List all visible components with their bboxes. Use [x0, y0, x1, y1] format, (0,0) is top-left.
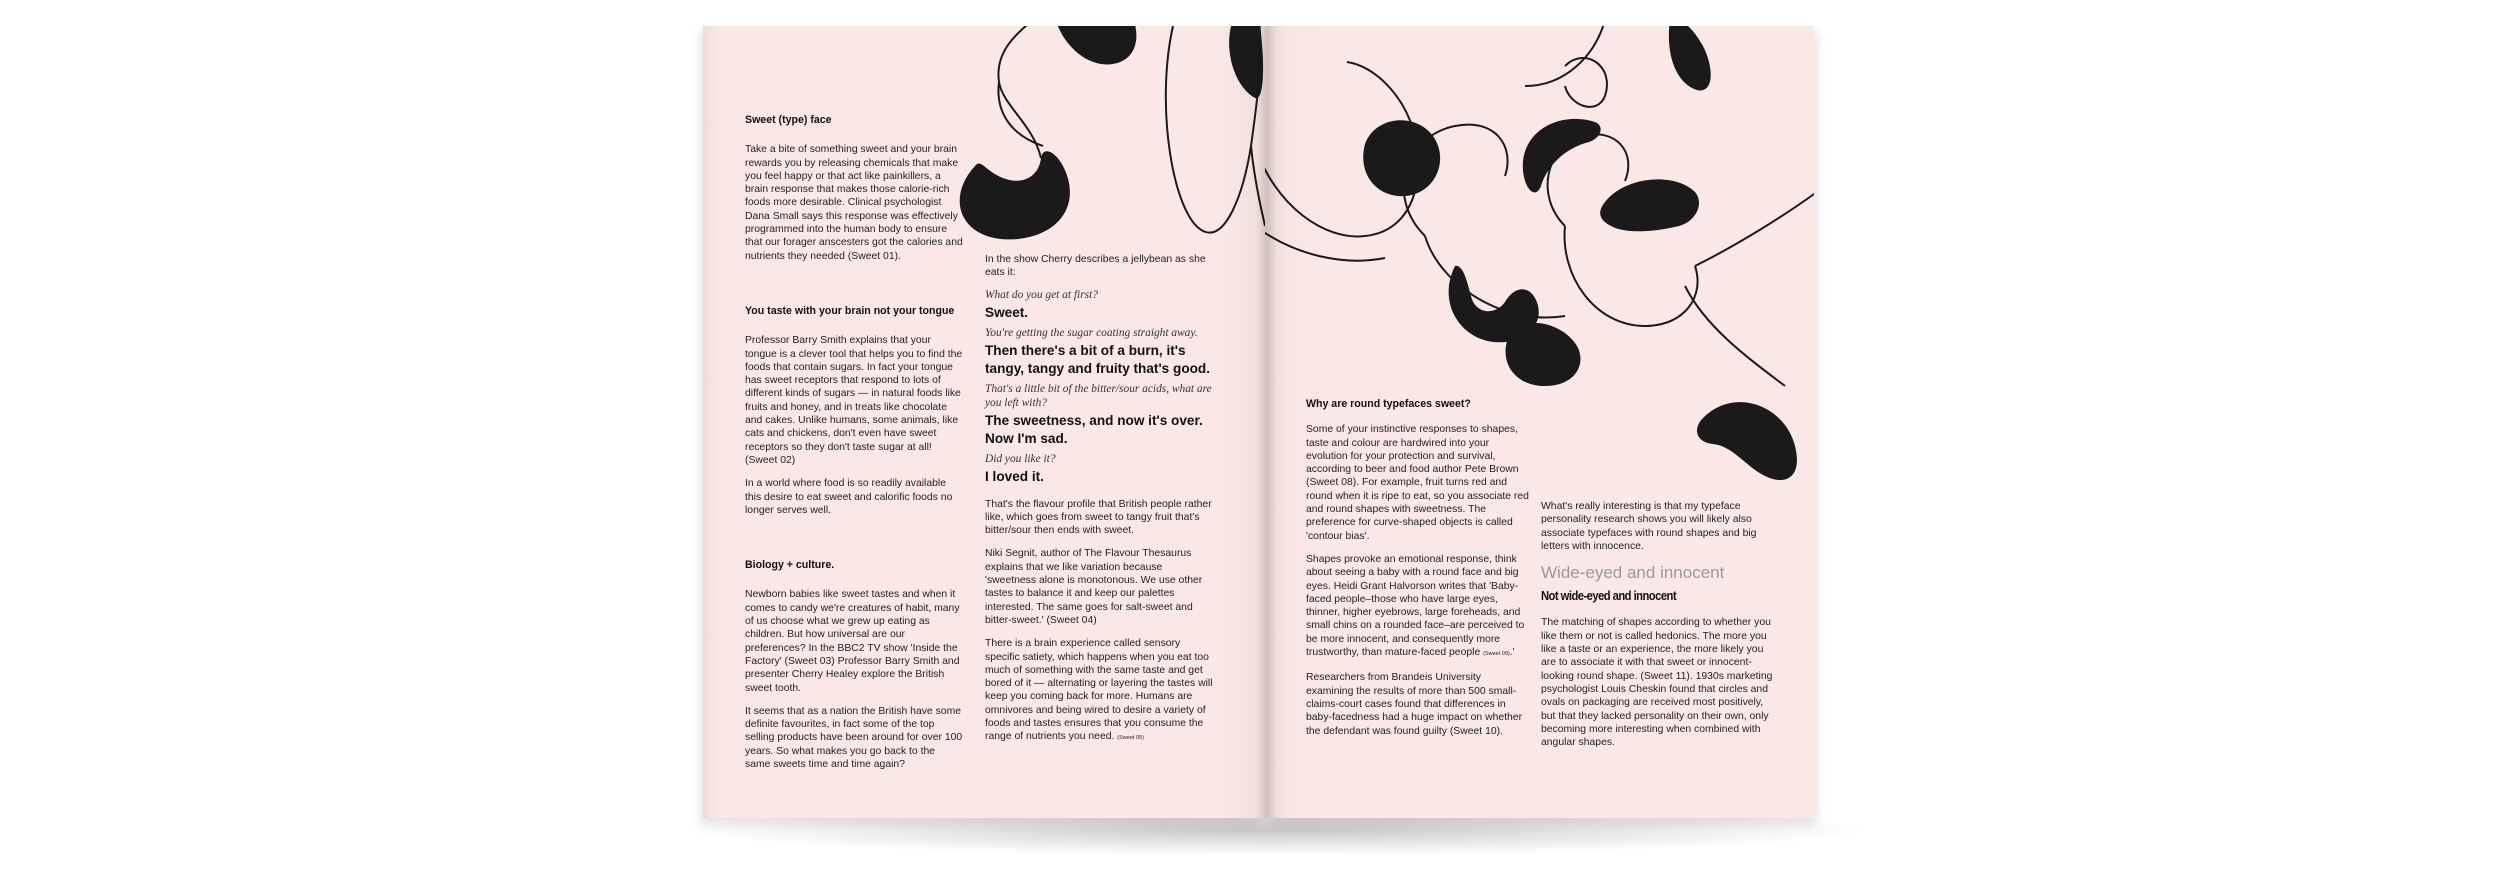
heading-sweet-type-face: Sweet (type) face — [745, 114, 832, 126]
heading-round-typefaces: Why are round typefaces sweet? — [1306, 398, 1471, 410]
interview-question: That's a little bit of the bitter/sour acids, what are you left with? — [985, 382, 1212, 409]
paragraph-end: .' — [1509, 647, 1515, 659]
interview-answer: Then there's a bit of a burn, it's tangy, tangy and fruity that's good. — [985, 342, 1211, 376]
left-page — [703, 26, 1265, 818]
paragraph: Researchers from Brandeis University examining the results of more than 500 small-claims-court cases found that differences in baby-facedness had a huge impact on whether the defendant was found guilty (Sweet 10). — [1306, 672, 1523, 737]
paragraph: Newborn babies like sweet tastes and when it comes to candy we're creatures of habit, many of us choose what we grew up eating as children. But how universal are our preferences? In the BBC2 TV show 'Inside the Factory' (Sweet 03) Professor Barry Smith and presenter Cherry Healey explore the British sweet tooth. — [745, 589, 960, 694]
sample-condensed-typeface: Not wide-eyed and innocent — [1541, 588, 1677, 604]
paragraph: It seems that as a nation the British have some definite favourites, in fact some of the top selling products have been around for over 100 years. So what makes you go back to the same sweets time and time again? — [745, 705, 963, 770]
letter-t-top-drop — [1669, 26, 1711, 90]
paragraph: That's the flavour profile that British people rather like, which goes from sweet to tangy fruit that's bitter/sour then ends with sweet. — [985, 498, 1212, 537]
letter-t-hairline — [1685, 286, 1785, 386]
interview-answer: I loved it. — [985, 468, 1044, 484]
letter-e-bottom-blob — [1506, 323, 1581, 386]
interview-question: What do you get at first? — [985, 288, 1098, 301]
letter-w-hairline — [1265, 226, 1385, 261]
paragraph: In a world where food is so readily available this desire to eat sweet and calorific foods no longer serves well. — [745, 478, 953, 516]
paragraph — [1306, 553, 1530, 661]
sample-round-typeface: Wide-eyed and innocent — [1541, 563, 1725, 583]
paragraph: Professor Barry Smith explains that your tongue is a clever tool that helps you to find the foods that contain sugars. In fact your tongue has sweet receptors that respond to lots of different kinds of sugars — in natural foods like fruits and honey, and in treats like chocolate and cakes. Unlike humans, some animals, like cats and chickens, don't even have sweet receptors so they don't taste sugar at all! (Sweet 02) — [745, 335, 963, 466]
letter-e2-blob — [1523, 119, 1601, 193]
reference-note: (Sweet 09) — [1483, 651, 1510, 658]
letter-e-top-loop — [1525, 26, 1605, 86]
right-page-column-2 — [1541, 500, 1773, 759]
letter-w-drop-blob — [1363, 120, 1440, 196]
paragraph-text: Shapes provoke an emotional response, think about seeing a baby with a round face and big eyes. Heidi Grant Halvorson writes that 'Baby-faced people–those who have large eyes, thinner, higher eyebrows, large foreheads, and small chins on a rounded face–are perceived to be more innocent, and consequently more trustworthy, than mature-faced people — [1306, 553, 1525, 659]
letter-e-small-loop — [1565, 58, 1607, 107]
letter-t-crossbar-blob — [1600, 179, 1699, 231]
paragraph: What's really interesting is that my typeface personality research shows you will likely also associate typefaces with round shapes and big letters with innocence. — [1541, 501, 1757, 552]
paragraph: Take a bite of something sweet and your brain rewards you by releasing chemicals that make you feel happy or that act like painkillers, a brain response that makes those calorie-rich foods more desirable. Clinical psychologist Dana Small says this response was effectively programmed into the human body to ensure that our forager anscesters got the calories and nutrients they needed (Sweet 01). — [745, 144, 963, 262]
letter-s-spine — [998, 26, 1041, 158]
letter-e1-tail — [1425, 236, 1565, 318]
interview-answer: Sweet. — [985, 304, 1029, 320]
interview-question: Did you like it? — [985, 452, 1056, 465]
letter-w-second-stroke — [1251, 146, 1265, 226]
sweet-lettering-art-left — [703, 26, 1265, 818]
interview-question: You're getting the sugar coating straight away. — [985, 326, 1198, 339]
heading-taste-with-brain: You taste with your brain not your tongue — [745, 304, 955, 317]
reference-note: (Sweet 05) — [1117, 735, 1144, 742]
paragraph: Some of your instinctive responses to shapes, taste and colour are hardwired into your evolution for your protection and survival, according to beer and food author Pete Brown (Sweet 08). For example, fruit turns red and round when it is ripe to eat, so you associate red and round shapes with sweetness. The preference for curve-shaped objects is called 'contour bias'. — [1306, 424, 1529, 542]
right-page-column-1 — [1306, 398, 1530, 748]
right-page — [1265, 26, 1814, 818]
letter-t-stem — [1695, 186, 1814, 266]
interview-answer: The sweetness, and now it's over. Now I'm sad. — [985, 412, 1203, 446]
paragraph-text: There is a brain experience called sensory specific satiety, which happens when you eat too much of something with the same taste and get bored of it — alternating or layering the tastes will keep you coming back for more. Humans are omnivores and being wired to desire a variety of foods and tastes ensures that you consume the range of nutrients you need. — [985, 638, 1213, 743]
letter-t-tail-blob — [1697, 402, 1797, 480]
paragraph: The matching of shapes according to whether you like them or not is called hedonics. The more you like a taste or an experience, the more likely you are to associate it with that sweet or innocent-looking round shape. (Sweet 11). 1930s marketing psychologist Louis Cheskin found that circles and ovals on packaging are received most positively, but that they lacked personality on their own, only becoming more interesting when combined with angular shapes. — [1541, 617, 1773, 749]
paragraph: Niki Segnit, author of The Flavour Thesaurus explains that we like variation because 'sweetness alone is monotonous. We use other tastes to balance it and keep our palettes interested. The same goes for salt-sweet and bitter-sweet.' (Sweet 04) — [985, 548, 1203, 626]
letter-e2-tail — [1565, 226, 1698, 326]
letter-s-lower-bowl — [960, 151, 1070, 239]
interview-intro: In the show Cherry describes a jellybean as she eats it: — [985, 254, 1206, 279]
letter-s-upper-blob — [1055, 26, 1136, 64]
heading-biology-culture: Biology + culture. — [745, 559, 835, 572]
letter-s-hairline — [998, 82, 1043, 146]
